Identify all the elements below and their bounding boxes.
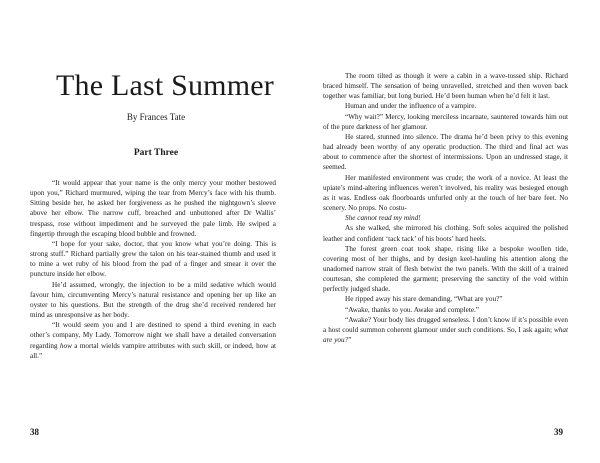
paragraph-italic-thought [323, 213, 568, 223]
paragraph-text: He stared, stunned into silence. The drama he’d been privy to this evening had already been worthy of any operatic production. The third and final act was about to commence after the shortest of intermissions. Upon an undressed stage, it seemed. [323, 132, 568, 172]
book-title: The Last Summer [56, 69, 274, 102]
paragraph [323, 244, 568, 295]
paragraph [323, 223, 568, 243]
paragraph [323, 71, 568, 101]
page-number-right: 39 [554, 427, 563, 437]
paragraph [323, 101, 568, 111]
paragraph-text: As she walked, she mirrored his clothing. Soft soles acquired the polished leather and confident ‘tack tack’ of his boots’ hard heels. [323, 224, 568, 243]
right-page [300, 0, 600, 463]
paragraph-text: “Why wait?” Mercy, looking merciless incarnate, sauntered towards him out of the pure darkness of her glamour. [323, 112, 568, 131]
paragraph-text: He’d assumed, wrongly, the injection to be a mild sedative which would favour him, circumventing Mercy’s natural resistance and opening her up like an oyster to his questions. But the strength of the drug she’d received rendered her mind as unresponsive as her body. [30, 280, 276, 320]
paragraph-text: “It would appear that your name is the only mercy your mother bestowed upon you,” Richard murmured, wiping the tear from Mercy’s face with his thumb. Sitting beside her, he asked her forgiveness as he pushed the nightgown’s sleeve above her elbow. The narrow cuff, breached and unbuttoned after Dr Wallis’ trespass, rose without impediment and he surveyed the pale limb. He swiped a fingertip through the escaping blood bubble and frowned. [30, 179, 276, 238]
paragraph [30, 280, 276, 321]
paragraph [323, 305, 568, 315]
part-heading: Part Three [133, 148, 179, 158]
paragraph-text: The room tilted as though it were a cabin in a wave-tossed ship. Richard braced himself. The sensation of being unravelled, stretched and then woven back together was familiar, but long buried. He’d been human when he’d felt it last. [323, 72, 568, 101]
paragraph [30, 320, 276, 361]
paragraph [323, 112, 568, 132]
paragraph [323, 173, 568, 214]
paragraph-text: “I hope for your sake, doctor, that you know what you’re doing. This is strong stuff.” Richard partially grew the talon on his tear-stained thumb and used it to mine a wet ruby of his blood from the pad of a finger and smear it over the puncture inside her elbow. [30, 239, 276, 279]
paragraph-text: He ripped away his stare demanding, “What are you?” [345, 295, 503, 304]
paragraph-text: Human and under the influence of a vampire. [345, 102, 477, 111]
paragraph [30, 239, 276, 280]
paragraph-text: ” [348, 336, 352, 345]
page-number-left: 38 [30, 427, 39, 437]
author-byline: By Frances Tate [126, 112, 186, 122]
paragraph-text: Her manifested environment was crude; the work of a novice. At least the upiate’s mind-altering influences weren’t involved, his reality was besieged enough as it was. Endless oak floorboards unfurled only at the touch of her bare feet. No scenery. No props. No costu- [323, 173, 568, 213]
paragraph [323, 132, 568, 173]
paragraph-text: “Awake? Your body lies drugged senseless. I don’t know if it’s possible even a host could summon coherent glamour under such conditions. So, I ask again; [323, 315, 568, 334]
italic-emphasis: what are you? [323, 325, 568, 345]
paragraph-text: a mortal wields vampire attributes with such skill, or indeed, how at all.” [30, 341, 277, 360]
paragraph [323, 315, 568, 345]
left-page-text [30, 178, 276, 361]
paragraph [30, 178, 276, 239]
paragraph-text: The forest green coat took shape, rising like a bespoke woollen tide, covering most of her thighs, and by design keel-hauling his attention along the unadorned narrow strait of flesh betwixt the two panels. With the skill of a trained courtesan, she completed the garment; preserving the sanctity of the void within perfectly judged shade. [323, 244, 568, 294]
right-page-text [323, 71, 568, 345]
paragraph-text: “Awake, thanks to you. Awake and complete.” [345, 305, 480, 314]
italic-emphasis: She cannot read my mind! [345, 214, 421, 223]
paragraph-text: “It would seem you and I are destined to spend a third evening in each other’s company, My Lady. Tomorrow night we shall have a detailed conversation regarding [30, 321, 276, 350]
paragraph [323, 294, 568, 304]
italic-emphasis: how [59, 341, 72, 350]
